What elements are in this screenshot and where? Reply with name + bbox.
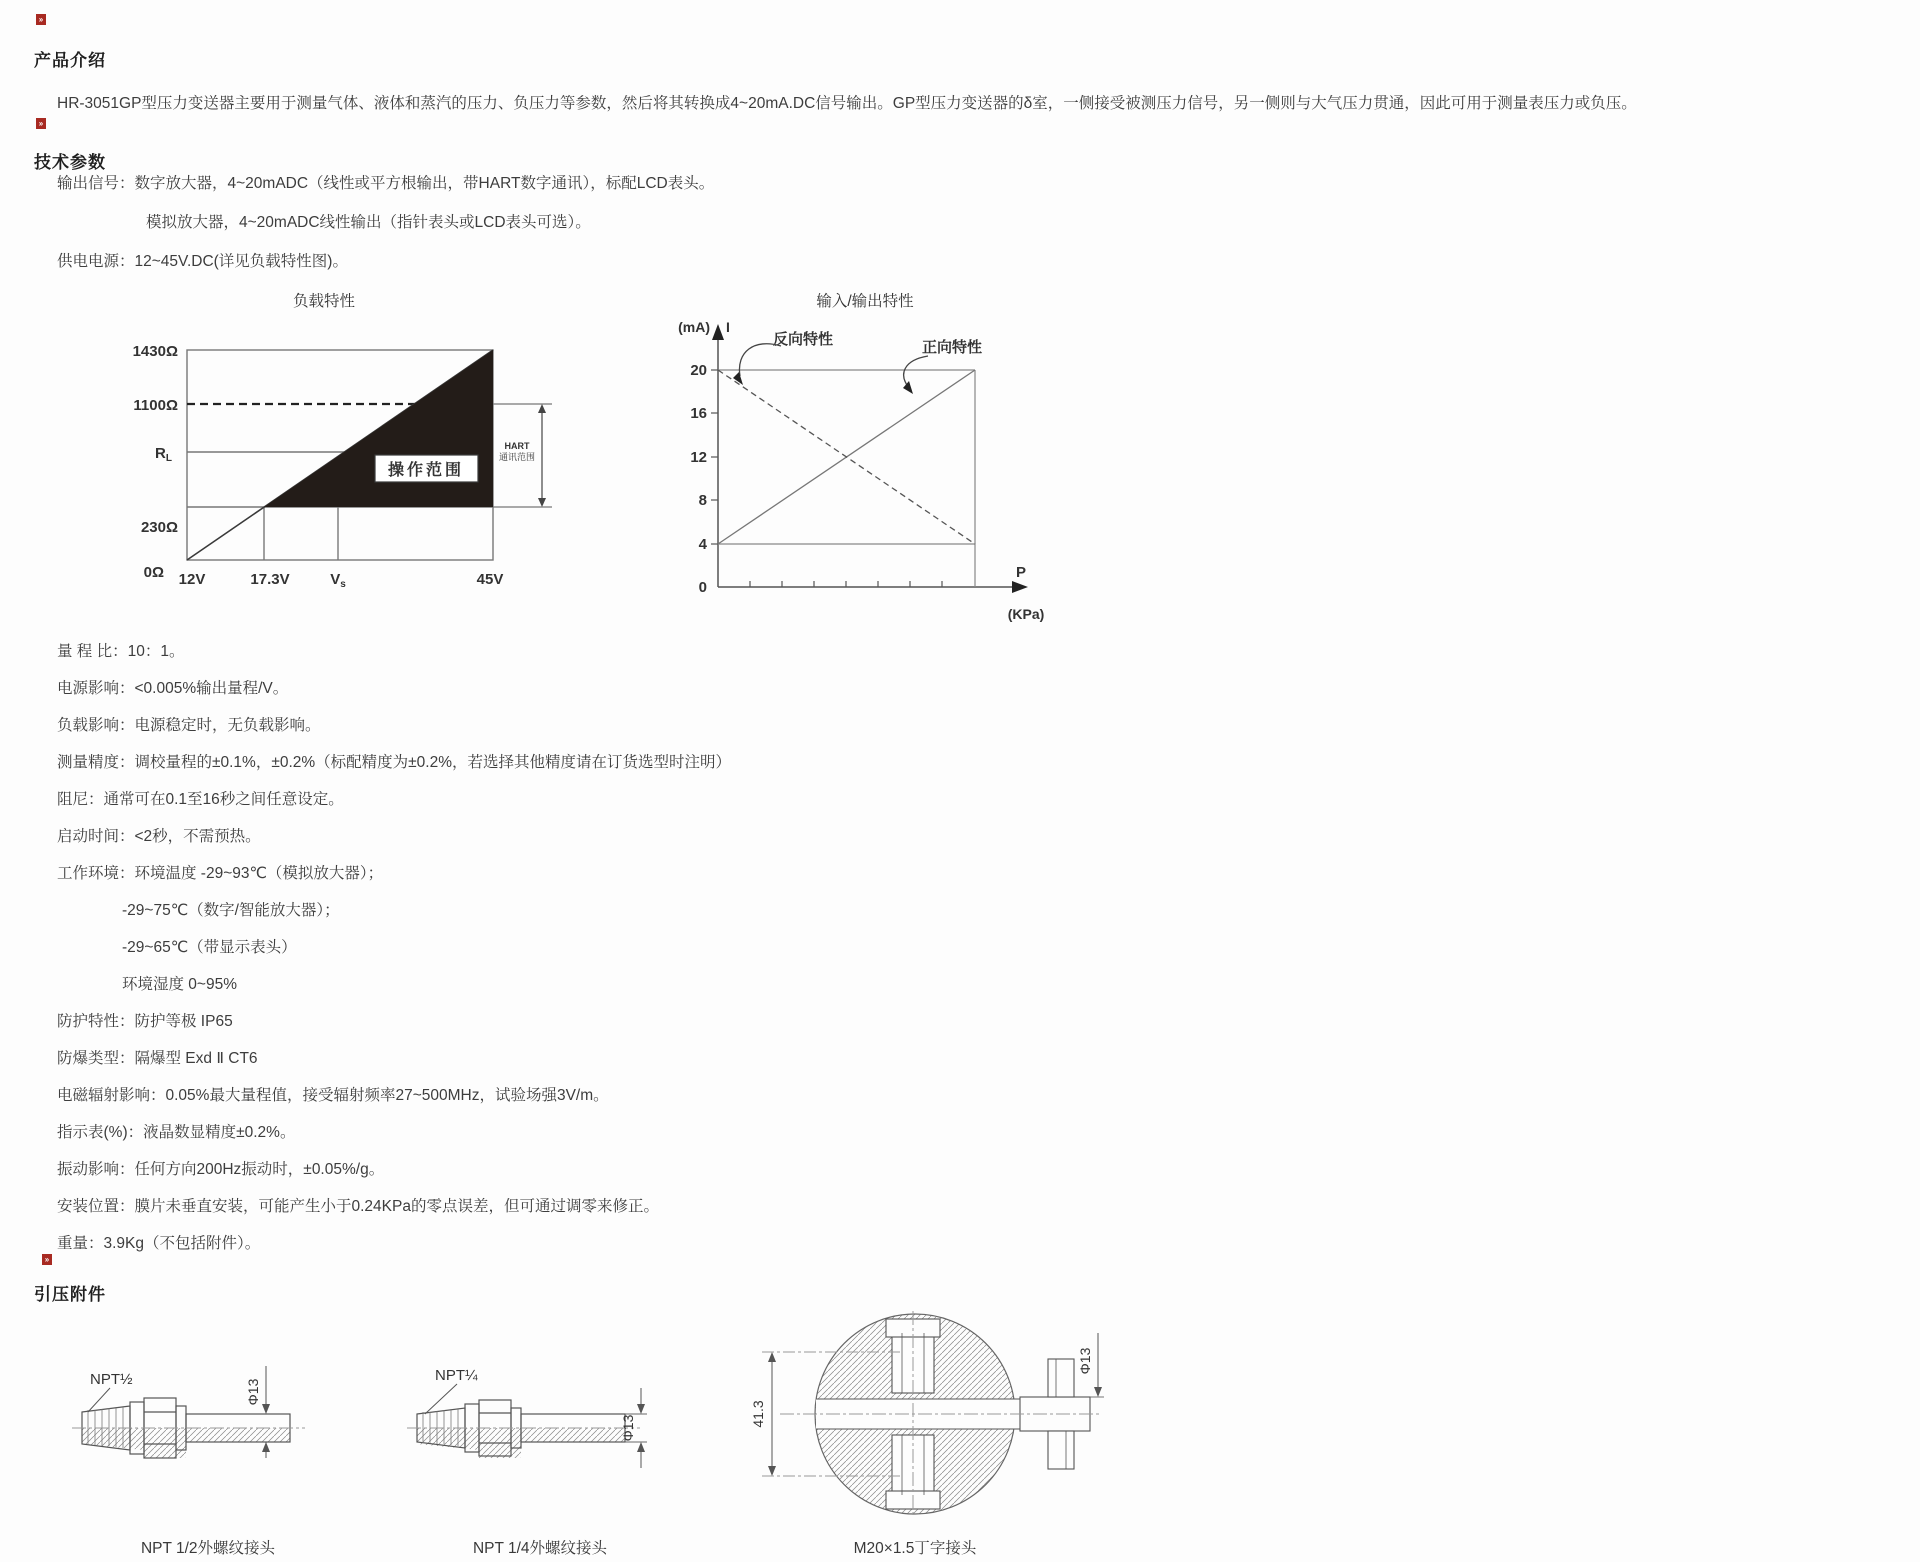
io-chart-tick-labels [690, 362, 707, 596]
fitting-caption: NPT 1/2外螺纹接头 [140, 1540, 276, 1557]
svg-text:通讯范围: 通讯范围 [498, 452, 536, 462]
fitting-drawing-npt-quarter [405, 1340, 655, 1510]
load-characteristics-chart [90, 288, 570, 608]
fitting-drawing-npt-half [70, 1340, 320, 1510]
fittings-heading: 引压附件 [34, 1285, 106, 1304]
svg-text:0Ω: 0Ω [143, 564, 164, 581]
svg-text:17.3V: 17.3V [250, 571, 290, 588]
spec-line-power-supply: 供电电源：12~45V.DC(详见负载特性图)。 [57, 253, 348, 270]
spec-line: 防护特性：防护等极 IP65 [57, 1013, 233, 1030]
diameter-dimension [620, 1388, 647, 1468]
svg-text:41.3: 41.3 [750, 1400, 766, 1428]
forward-characteristic-label: 正向特性 [922, 339, 983, 356]
spec-line: 安装位置：膜片未垂直安装，可能产生小于0.24KPa的零点误差，但可通过调零来修正。 [57, 1198, 659, 1215]
operating-range-label: 操作范围 [387, 462, 465, 479]
load-chart-y-labels [133, 343, 178, 581]
load-chart-x-labels [179, 571, 504, 590]
reverse-characteristic-label: 反向特性 [773, 331, 834, 348]
io-characteristics-chart [660, 288, 1080, 633]
intro-paragraph: HR-3051GP型压力变送器主要用于测量气体、液体和蒸汽的压力、负压力等参数，然后将其转换成4~20mA.DC信号输出。GP型压力变送器的δ室，一侧接受被测压力信号，另一侧则与大气压力贯通，因此可用于测量表压力或负压。 [57, 95, 1637, 112]
io-chart-title: 输入/输出特性 [816, 293, 914, 310]
intro-heading: 产品介绍 [34, 51, 106, 70]
y-axis-arrow [712, 324, 724, 340]
io-y-symbol: I [726, 319, 730, 335]
forward-arrowhead [903, 381, 913, 394]
spec-line-analog-amp: 模拟放大器，4~20mADC线性输出（指针表头或LCD表头可选）。 [146, 214, 591, 231]
annotation-arrows [739, 344, 928, 388]
spec-line: 防爆类型：隔爆型 Exd Ⅱ CT6 [57, 1050, 258, 1067]
spec-line: -29~75℃（数字/智能放大器）； [122, 902, 340, 919]
svg-text:16: 16 [690, 405, 707, 422]
section-marker-icon: » [36, 118, 46, 129]
diameter-dimension [1077, 1333, 1104, 1397]
io-y-unit: (mA) [678, 319, 710, 335]
svg-text:Vs: $V_s$ [330, 571, 346, 590]
thread-size-label: NPT¼ [435, 1367, 478, 1384]
spec-line: 测量精度：调校量程的±0.1%，±0.2%（标配精度为±0.2%，若选择其他精度请在订货选型时注明） [57, 754, 732, 771]
spec-line: 电磁辐射影响：0.05%最大量程值，接受辐射频率27~500MHz，试验场强3V/m。 [57, 1087, 609, 1104]
hart-range-annotation [493, 404, 552, 507]
svg-text:8: 8 [698, 492, 707, 509]
svg-text:1430Ω: 1430Ω [132, 343, 178, 360]
svg-text:RL: $R_L$ [155, 445, 172, 464]
thread-size-label: NPT½ [90, 1371, 133, 1388]
spec-line: -29~65℃（带显示表头） [122, 939, 297, 956]
svg-text:12: 12 [690, 449, 707, 466]
tech-heading: 技术参数 [34, 153, 106, 172]
svg-text:230Ω: 230Ω [140, 519, 178, 536]
section-marker-icon: » [36, 14, 46, 25]
x-axis-arrow [1012, 581, 1028, 593]
io-x-unit: (KPa) [1007, 606, 1045, 622]
spec-line: 环境湿度 0~95% [122, 976, 238, 993]
spec-line: 工作环境：环境温度 -29~93℃（模拟放大器）； [57, 865, 384, 882]
svg-text:HART: HART [504, 441, 530, 451]
io-chart-box [718, 370, 975, 587]
svg-text:12V: 12V [178, 571, 206, 588]
load-chart-title: 负载特性 [292, 293, 356, 310]
svg-text:45V: 45V [476, 571, 504, 588]
io-chart-ticks [711, 370, 942, 587]
fitting-caption: M20×1.5丁字接头 [853, 1540, 977, 1557]
spec-line: 量 程 比：10：1。 [57, 643, 185, 660]
svg-text:0: 0 [698, 579, 707, 596]
spec-line: 启动时间：<2秒，不需预热。 [57, 828, 261, 845]
spec-line: 指示表(%)：液晶数显精度±0.2%。 [57, 1124, 296, 1141]
section-marker-icon: » [42, 1254, 52, 1265]
spec-line: 电源影响：<0.005%输出量程/V。 [57, 680, 289, 697]
spec-line: 振动影响：任何方向200Hz振动时，±0.05%/g。 [57, 1161, 385, 1178]
spec-line: 负载影响：电源稳定时，无负载影响。 [57, 717, 321, 734]
diameter-dimension [245, 1366, 270, 1458]
svg-text:4: 4 [698, 536, 707, 553]
io-x-symbol: P [1015, 564, 1027, 581]
spec-line: 阻尼：通常可在0.1至16秒之间任意设定。 [57, 791, 344, 808]
fitting-caption: NPT 1/4外螺纹接头 [472, 1540, 608, 1557]
svg-text:Φ13: Φ13 [245, 1378, 261, 1406]
svg-text:1100Ω: 1100Ω [133, 397, 178, 414]
spec-line-output-signal: 输出信号：数字放大器，4~20mADC（线性或平方根输出，带HART数字通讯），标配LCD表头。 [57, 175, 715, 192]
svg-text:Φ13: Φ13 [1077, 1347, 1093, 1375]
svg-text:Φ13: Φ13 [620, 1414, 636, 1442]
fitting-drawing-m20-tee [750, 1305, 1110, 1525]
spec-line: 重量：3.9Kg（不包括附件）。 [57, 1235, 261, 1252]
svg-text:20: 20 [690, 362, 707, 379]
